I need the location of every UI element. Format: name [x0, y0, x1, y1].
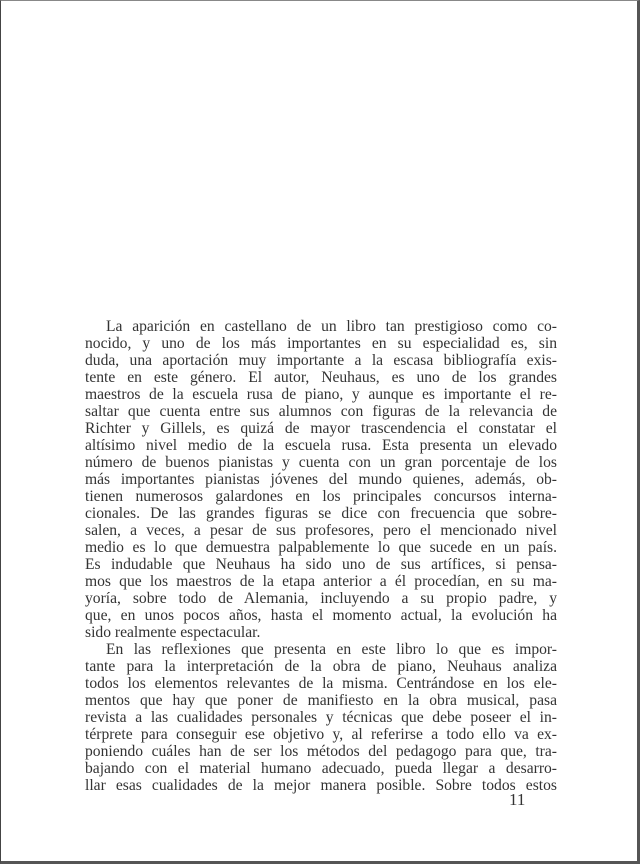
text-line: duda, una aportación muy importante a la escasa bibliografía exis-	[85, 352, 557, 369]
text-line: bajando con el material humano adecuado, pueda llegar a desarro-	[85, 760, 557, 777]
text-line: En las reflexiones que presenta en este libro lo que es impor-	[106, 641, 557, 658]
text-line: altísimo nivel medio de la escuela rusa. Esta presenta un elevado	[85, 437, 557, 454]
text-line: todos los elementos relevantes de la misma. Centrándose en los ele-	[85, 675, 557, 692]
text-line: número de buenos pianistas y cuenta con un gran porcentaje de los	[85, 454, 557, 471]
page-number: 11	[509, 790, 526, 809]
text-line: tienen numerosos galardones en los principales concursos interna-	[85, 488, 557, 505]
text-line: tente en este género. El autor, Neuhaus, es uno de los grandes	[85, 369, 557, 386]
text-line: que, en unos pocos años, hasta el momento actual, la evolución ha	[85, 607, 557, 624]
text-line: La aparición en castellano de un libro tan prestigioso como co-	[106, 318, 557, 335]
text-line: mentos que hay que poner de manifiesto en la obra musical, pasa	[85, 692, 557, 709]
text-line: térprete para conseguir ese objetivo y, al referirse a todo ello va ex-	[85, 726, 557, 743]
text-line: poniendo cuáles han de ser los métodos del pedagogo para que, tra-	[85, 743, 557, 760]
text-line: maestros de la escuela rusa de piano, y aunque es importante el re-	[85, 386, 557, 403]
text-line: revista a las cualidades personales y técnicas que debe poseer el in-	[85, 709, 557, 726]
paragraph	[85, 641, 557, 794]
text-line: sido realmente espectacular.	[85, 624, 261, 641]
text-line: cionales. De las grandes figuras se dice con frecuencia que sobre-	[85, 505, 557, 522]
text-line: salen, a veces, a pesar de sus profesores, pero el mencionado nivel	[85, 522, 557, 539]
text-line: mos que los maestros de la etapa anterior a él procedían, en su ma-	[85, 573, 557, 590]
text-line: tante para la interpretación de la obra de piano, Neuhaus analiza	[85, 658, 557, 675]
text-line: más importantes pianistas jóvenes del mundo quienes, además, ob-	[85, 471, 557, 488]
body-text	[85, 318, 557, 794]
text-line: Es indudable que Neuhaus ha sido uno de sus artífices, si pensa-	[85, 556, 557, 573]
text-line: nocido, y uno de los más importantes en su especialidad es, sin	[85, 335, 557, 352]
paragraph	[85, 318, 557, 641]
text-line: saltar que cuenta entre sus alumnos con figuras de la relevancia de	[85, 403, 557, 420]
text-line: Richter y Gillels, es quizá de mayor trascendencia el constatar el	[85, 420, 557, 437]
text-line: medio es lo que demuestra palpablemente lo que sucede en un país.	[85, 539, 557, 556]
text-line: llar esas cualidades de la mejor manera posible. Sobre todos estos	[85, 777, 557, 794]
text-line: yoría, sobre todo de Alemania, incluyendo a su propio padre, y	[85, 590, 557, 607]
